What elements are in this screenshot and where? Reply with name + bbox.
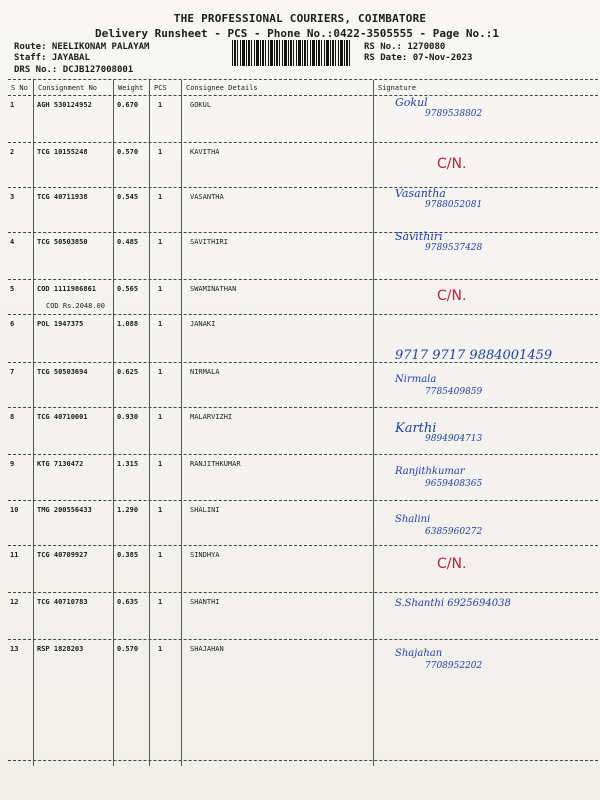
col-signature: Signature (378, 84, 416, 92)
company-title: THE PROFESSIONAL COURIERS, COIMBATORE (173, 12, 427, 25)
row-signature-phone: 9788052081 (425, 200, 483, 210)
row-sno: 2 (10, 148, 15, 156)
rs-number: RS No.: 1270080 (364, 42, 446, 52)
row-cod-amount: COD Rs.2048.00 (46, 302, 106, 310)
row-weight: 0.625 (117, 368, 139, 376)
row-divider (8, 500, 598, 501)
row-signature: Shajahan (395, 648, 443, 659)
col-weight: Weight (118, 84, 144, 92)
row-consignee-name: NIRMALA (190, 368, 220, 376)
row-divider (8, 639, 598, 640)
row-divider (8, 592, 598, 593)
row-weight: 0.570 (117, 645, 139, 653)
header-divider-top (8, 79, 598, 80)
row-consignee-name: SHALINI (190, 506, 220, 514)
row-signature: C/N. (437, 288, 467, 304)
row-consignee-name: SHANTHI (190, 598, 220, 606)
row-weight: 0.670 (117, 101, 139, 109)
row-pcs: 1 (158, 413, 163, 421)
row-signature-phone: 9894904713 (425, 434, 483, 444)
col-rule (373, 80, 374, 766)
row-consignee-name: SWAMINATHAN (190, 285, 237, 293)
row-consignment-no: RSP 1828203 (37, 645, 84, 653)
row-weight: 1.290 (117, 506, 139, 514)
staff-label: Staff: JAYABAL (14, 53, 90, 63)
row-divider (8, 232, 598, 233)
row-divider (8, 142, 598, 143)
row-signature-phone: 7785409859 (425, 387, 483, 397)
row-pcs: 1 (158, 368, 163, 376)
row-sno: 6 (10, 320, 15, 328)
row-weight: 0.565 (117, 285, 139, 293)
row-divider (8, 760, 598, 761)
row-divider (8, 279, 598, 280)
col-rule (33, 80, 34, 766)
row-sno: 10 (10, 506, 19, 514)
drs-number: DRS No.: DCJB127008001 (14, 65, 134, 75)
row-consignment-no: TCG 40710001 (37, 413, 88, 421)
row-consignee-name: SHAJAHAN (190, 645, 224, 653)
row-signature: S.Shanthi 6925694038 (395, 598, 511, 609)
row-pcs: 1 (158, 598, 163, 606)
row-pcs: 1 (158, 551, 163, 559)
row-signature: Ranjithkumar (395, 466, 465, 477)
rs-date: RS Date: 07-Nov-2023 (364, 53, 473, 63)
row-consignment-no: TCG 40709927 (37, 551, 88, 559)
row-signature: Gokul (395, 96, 428, 109)
row-consignment-no: TCG 50503850 (37, 238, 88, 246)
row-divider (8, 407, 598, 408)
header-divider-bottom (8, 95, 598, 96)
row-sno: 9 (10, 460, 15, 468)
col-consignee: Consignee Details (186, 84, 258, 92)
row-sno: 7 (10, 368, 15, 376)
row-consignment-no: TCG 50503694 (37, 368, 88, 376)
row-pcs: 1 (158, 238, 163, 246)
row-pcs: 1 (158, 148, 163, 156)
row-consignment-no: TCG 40711938 (37, 193, 88, 201)
row-sno: 3 (10, 193, 15, 201)
row-signature-phone: 6385960272 (425, 527, 483, 537)
col-consignment: Consignment No (38, 84, 98, 92)
row-divider (8, 362, 598, 363)
row-consignee-name: RANJITHKUMAR (190, 460, 241, 468)
row-signature: C/N. (437, 556, 467, 572)
col-pcs: PCS (154, 84, 167, 92)
row-signature: C/N. (437, 156, 467, 172)
col-rule (113, 80, 114, 766)
row-divider (8, 187, 598, 188)
row-signature: Nirmala (395, 374, 437, 385)
col-sno: S No (11, 84, 28, 92)
row-pcs: 1 (158, 645, 163, 653)
row-sno: 11 (10, 551, 19, 559)
col-rule (149, 80, 150, 766)
row-consignment-no: TCG 10155248 (37, 148, 88, 156)
row-weight: 0.545 (117, 193, 139, 201)
row-weight: 0.485 (117, 238, 139, 246)
row-consignee-name: SINDHYA (190, 551, 220, 559)
row-signature-phone: 9659408365 (425, 479, 483, 489)
row-consignee-name: VASANTHA (190, 193, 224, 201)
row-consignment-no: POL 1947375 (37, 320, 84, 328)
row-pcs: 1 (158, 460, 163, 468)
row-signature-phone: 9789537428 (425, 243, 483, 253)
row-signature-phone: 9789538802 (425, 109, 483, 119)
row-weight: 1.088 (117, 320, 139, 328)
row-consignee-name: MALARVIZHI (190, 413, 233, 421)
row-weight: 0.570 (117, 148, 139, 156)
row-signature: Shalini (395, 514, 431, 525)
row-divider (8, 454, 598, 455)
row-weight: 0.930 (117, 413, 139, 421)
row-consignment-no: KTG 7130472 (37, 460, 84, 468)
row-consignee-name: KAVITHA (190, 148, 220, 156)
col-rule (181, 80, 182, 766)
row-consignment-no: COD 1111986861 (37, 285, 97, 293)
row-consignee-name: JANAKI (190, 320, 216, 328)
row-weight: 1.315 (117, 460, 139, 468)
row-sno: 12 (10, 598, 19, 606)
barcode (232, 40, 352, 66)
row-signature: Karthi (395, 421, 437, 436)
row-weight: 0.385 (117, 551, 139, 559)
row-signature: Savithiri (395, 230, 443, 243)
row-signature: Vasantha (395, 187, 446, 200)
row-pcs: 1 (158, 101, 163, 109)
row-sno: 13 (10, 645, 19, 653)
row-sno: 8 (10, 413, 15, 421)
row-consignee-name: GOKUL (190, 101, 212, 109)
row-pcs: 1 (158, 285, 163, 293)
row-consignment-no: TCG 40710783 (37, 598, 88, 606)
row-consignment-no: TMG 200556433 (37, 506, 92, 514)
runsheet-subtitle: Delivery Runsheet - PCS - Phone No.:0422-3505555 - Page No.:1 (95, 27, 499, 40)
row-signature: 9717 9717 9884001459 (395, 348, 553, 363)
row-consignment-no: AGH 530124952 (37, 101, 92, 109)
row-pcs: 1 (158, 320, 163, 328)
row-pcs: 1 (158, 506, 163, 514)
row-sno: 5 (10, 285, 15, 293)
row-pcs: 1 (158, 193, 163, 201)
row-divider (8, 545, 598, 546)
row-signature-phone: 7708952202 (425, 661, 483, 671)
row-sno: 4 (10, 238, 15, 246)
row-weight: 0.635 (117, 598, 139, 606)
row-consignee-name: SAVITHIRI (190, 238, 228, 246)
row-divider (8, 314, 598, 315)
row-sno: 1 (10, 101, 15, 109)
route-label: Route: NEELIKONAM PALAYAM (14, 42, 150, 52)
